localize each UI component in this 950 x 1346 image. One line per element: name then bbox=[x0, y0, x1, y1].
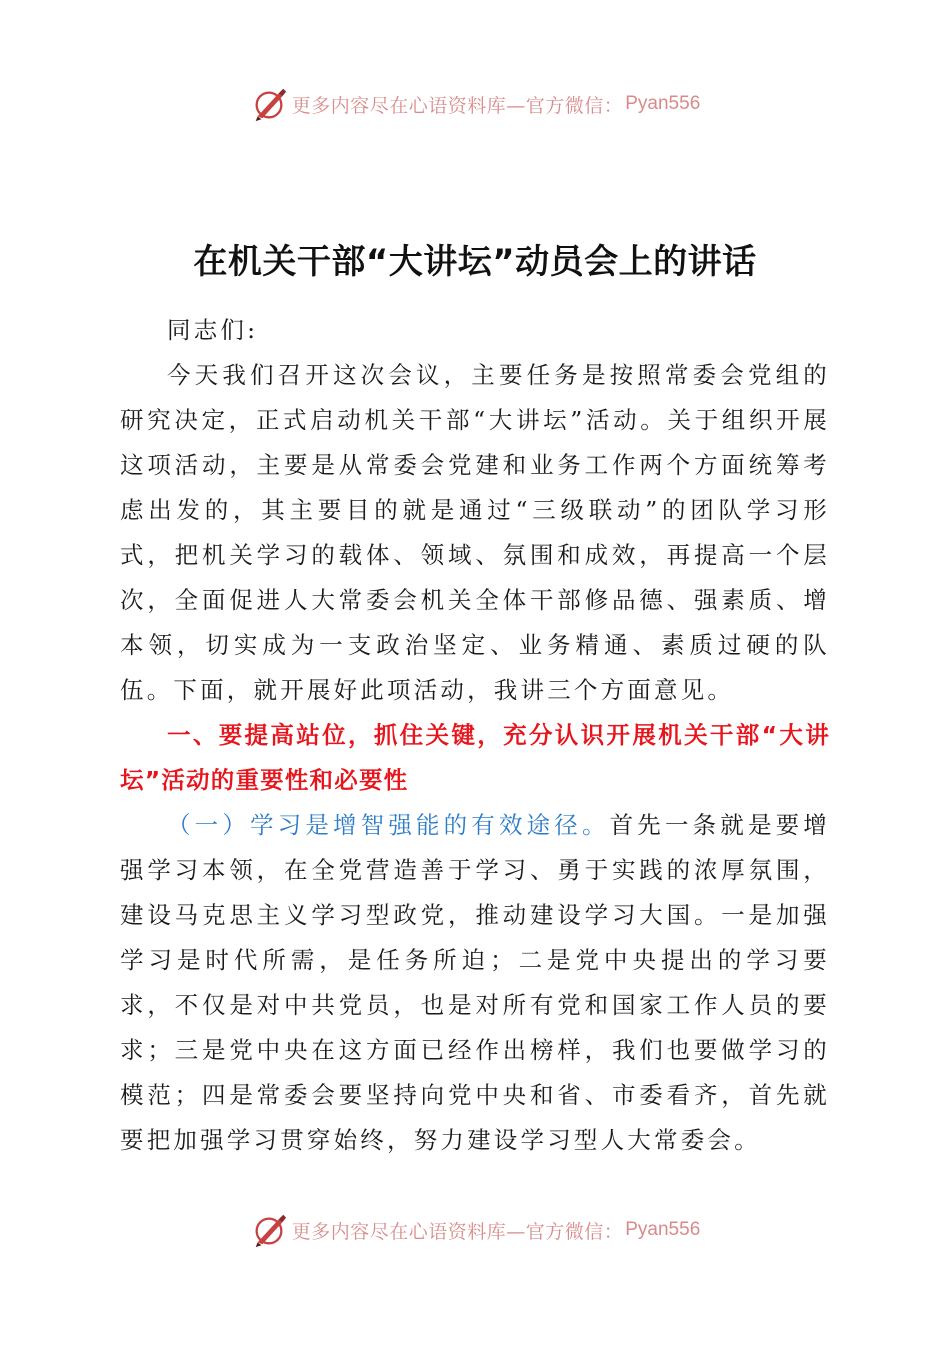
section-heading: 一、要提高站位，抓住关键，充分认识开展机关干部“大讲坛”活动的重要性和必要性 bbox=[120, 721, 830, 794]
watermark-text: 更多内容尽在心语资料库—官方微信： bbox=[291, 94, 624, 117]
subsection-paragraph bbox=[120, 803, 830, 1163]
footer-watermark bbox=[0, 1208, 950, 1252]
pen-circle-logo-icon bbox=[250, 1211, 288, 1249]
subsection-body: 首先一条就是要增强学习本领，在全党营造善于学习、勇于实践的浓厚氛围，建设马克思主义学习型政党，推动建设学习大国。一是加强学习是时代所需，是任务所迫；二是党中央提出的学习要求，不仅是对中共党员，也是对所有党和国家工作人员的要求；三是党中央在这方面已经作出榜样，我们也要做学习的模范；四是常委会要坚持向党中央和省、市委看齐，首先就要把加强学习贯穿始终，努力建设学习型人大常委会。 bbox=[120, 811, 830, 1154]
greeting: 同志们: bbox=[167, 316, 259, 344]
intro-paragraph: 今天我们召开这次会议，主要任务是按照常委会党组的研究决定，正式启动机关干部“大讲坛”活动。关于组织开展这项活动，主要是从常委会党建和业务工作两个方面统筹考虑出发的，其主要目的就是通过“三级联动”的团队学习形式，把机关学习的载体、领域、氛围和成效，再提高一个层次，全面促进人大常委会机关全体干部修品德、强素质、增本领，切实成为一支政治坚定、业务精通、素质过硬的队伍。下面，就开展好此项活动，我讲三个方面意见。 bbox=[120, 361, 830, 704]
pen-circle-logo-icon bbox=[250, 85, 288, 123]
watermark-id: Pyan556 bbox=[625, 1219, 701, 1240]
watermark-text: 更多内容尽在心语资料库—官方微信： bbox=[291, 1220, 624, 1243]
document-body bbox=[120, 308, 830, 1163]
subsection-heading: （一）学习是增智强能的有效途径。 bbox=[167, 811, 610, 839]
document-title: 在机关干部“大讲坛”动员会上的讲话 bbox=[193, 242, 757, 282]
header-watermark bbox=[0, 82, 950, 126]
watermark-id: Pyan556 bbox=[625, 93, 701, 114]
